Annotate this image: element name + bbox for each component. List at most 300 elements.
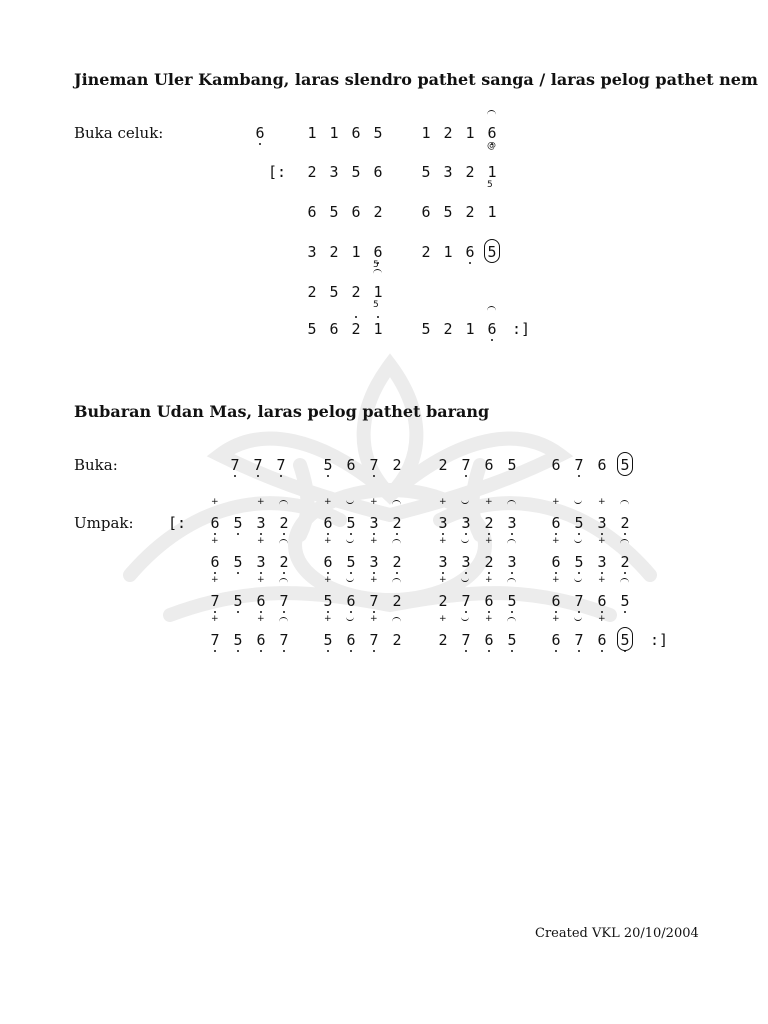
low-octave-dot xyxy=(624,611,626,613)
low-octave-dot xyxy=(260,533,262,535)
note xyxy=(505,553,519,571)
note xyxy=(254,575,268,610)
note-digit: 6 xyxy=(484,631,494,649)
note xyxy=(344,553,358,571)
kempul-mark: + xyxy=(370,536,378,546)
note-digit: 6 xyxy=(210,553,220,571)
note xyxy=(463,124,477,142)
note-digit: 1 xyxy=(307,124,317,142)
note-digit: 5 xyxy=(507,456,517,474)
note-digit: 2 xyxy=(279,514,289,532)
note-digit: 6 xyxy=(551,553,561,571)
note-digit: 2 xyxy=(329,243,339,261)
low-octave-dot xyxy=(465,650,467,652)
note-digit: 2 xyxy=(392,456,402,474)
note xyxy=(505,592,519,610)
kenong-mark xyxy=(487,110,496,117)
buka-celuk-label: Buka celuk: xyxy=(74,124,164,142)
kempul-mark: + xyxy=(598,536,606,546)
note-digit: 2 xyxy=(620,553,630,571)
kenong-cup-mark xyxy=(346,615,354,621)
note-digit: 5 xyxy=(307,320,317,338)
note-digit: 6 xyxy=(346,592,356,610)
note xyxy=(277,631,291,649)
note xyxy=(463,243,477,261)
low-octave-dot xyxy=(237,611,239,613)
note xyxy=(441,124,455,142)
note xyxy=(485,163,499,190)
note xyxy=(459,592,473,610)
kempul-mark: + xyxy=(370,497,378,507)
note-digit: 3 xyxy=(329,163,339,181)
note-digit: 6 xyxy=(487,320,497,338)
kenong-cup-mark xyxy=(461,576,469,582)
note xyxy=(349,163,363,181)
kenong-mark xyxy=(373,269,382,276)
note xyxy=(321,456,335,474)
low-octave-dot xyxy=(488,572,490,574)
note xyxy=(390,631,404,649)
note xyxy=(572,592,586,610)
note-digit: 7 xyxy=(276,456,286,474)
note-digit: 5 xyxy=(620,592,630,610)
note-digit: 6 xyxy=(323,514,333,532)
low-octave-dot xyxy=(214,533,216,535)
kenong-mark xyxy=(620,539,629,546)
note xyxy=(208,575,222,610)
note-digit: 7 xyxy=(279,592,289,610)
note-digit: 5 xyxy=(421,163,431,181)
note-digit: 6 xyxy=(323,553,333,571)
note xyxy=(277,514,291,532)
low-octave-dot xyxy=(214,611,216,613)
note xyxy=(419,124,433,142)
note xyxy=(228,456,242,474)
note xyxy=(463,320,477,338)
note xyxy=(390,456,404,474)
low-octave-dot xyxy=(601,572,603,574)
low-octave-dot xyxy=(214,572,216,574)
note-digit: 7 xyxy=(253,456,263,474)
note xyxy=(572,631,586,649)
note-digit: 6 xyxy=(551,456,561,474)
note xyxy=(277,553,291,571)
note-digit: 6 xyxy=(484,592,494,610)
note-digit: 1 xyxy=(443,243,453,261)
note xyxy=(371,283,385,310)
note-digit: 3 xyxy=(461,553,471,571)
note-digit: 2 xyxy=(421,243,431,261)
note-digit: 6 xyxy=(346,456,356,474)
kenong-cup-mark xyxy=(461,498,469,504)
note xyxy=(327,243,341,261)
note-digit: 2 xyxy=(465,163,475,181)
note-digit: 7 xyxy=(461,592,471,610)
note xyxy=(459,456,473,474)
note xyxy=(485,203,499,221)
note-digit: 2 xyxy=(443,320,453,338)
note xyxy=(208,536,222,571)
note xyxy=(327,203,341,221)
low-octave-dot xyxy=(469,262,471,264)
note xyxy=(482,536,496,571)
low-octave-dot xyxy=(373,533,375,535)
low-octave-dot xyxy=(260,650,262,652)
note xyxy=(371,320,385,338)
note-digit: 2 xyxy=(484,553,494,571)
kempul-mark: + xyxy=(370,614,378,624)
note xyxy=(419,163,433,181)
kempul-mark: + xyxy=(370,575,378,585)
note-digit: 6 xyxy=(421,203,431,221)
note-digit: 5 xyxy=(329,283,339,301)
note-digit: 7 xyxy=(369,456,379,474)
kenong-mark xyxy=(620,500,629,507)
note-digit: 6 xyxy=(487,124,497,142)
note xyxy=(305,320,319,338)
kempul-mark: + xyxy=(257,536,265,546)
note-digit: 6 xyxy=(373,163,383,181)
note xyxy=(254,497,268,532)
note xyxy=(349,243,363,261)
low-octave-dot xyxy=(511,650,513,652)
note xyxy=(208,497,222,532)
low-octave-dot xyxy=(237,533,239,535)
low-octave-dot xyxy=(283,650,285,652)
note-digit: 5 xyxy=(351,163,361,181)
note-digit: 1 xyxy=(351,243,361,261)
kempul-mark: + xyxy=(257,614,265,624)
low-octave-dot xyxy=(465,572,467,574)
note xyxy=(327,124,341,142)
note-digit: 1 xyxy=(373,320,383,338)
low-octave-dot xyxy=(283,611,285,613)
note-digit: 2 xyxy=(351,320,361,338)
low-octave-dot xyxy=(488,650,490,652)
low-octave-dot xyxy=(327,572,329,574)
note-digit: 2 xyxy=(392,514,402,532)
low-octave-dot xyxy=(578,650,580,652)
note xyxy=(441,203,455,221)
low-octave-dot xyxy=(373,611,375,613)
note-digit: 7 xyxy=(369,592,379,610)
created-footer: Created VKL 20/10/2004 xyxy=(535,926,699,941)
repeat-open: [: xyxy=(268,163,287,181)
low-octave-dot xyxy=(465,533,467,535)
note-digit: 5 xyxy=(323,631,333,649)
low-octave-dot xyxy=(511,611,513,613)
kempul-mark: + xyxy=(211,575,219,585)
kempul-mark: + xyxy=(211,497,219,507)
note-digit: 5 xyxy=(233,514,243,532)
note xyxy=(549,536,563,571)
kenong-mark xyxy=(279,500,288,507)
note-digit: 3 xyxy=(597,553,607,571)
note-digit: 5 xyxy=(487,243,497,261)
repeat-open: [: xyxy=(168,514,187,532)
note-digit: 3 xyxy=(369,553,379,571)
kenong-mark xyxy=(279,539,288,546)
note xyxy=(549,456,563,474)
note xyxy=(463,163,477,181)
kenong-mark xyxy=(279,578,288,585)
note-digit: 2 xyxy=(620,514,630,532)
note xyxy=(321,536,335,571)
note-digit: 6 xyxy=(329,320,339,338)
note-digit: 6 xyxy=(597,631,607,649)
gong-circle xyxy=(617,452,633,476)
low-octave-dot xyxy=(234,475,236,477)
note-digit: 5 xyxy=(574,553,584,571)
note xyxy=(367,575,381,610)
note-digit: 5 xyxy=(507,631,517,649)
note-digit: 6 xyxy=(351,124,361,142)
note xyxy=(595,456,609,474)
low-octave-dot xyxy=(327,533,329,535)
kenong-mark xyxy=(507,617,516,624)
note-digit: 6 xyxy=(551,631,561,649)
note-digit: 2 xyxy=(392,553,402,571)
note-digit: 6 xyxy=(465,243,475,261)
note xyxy=(618,456,632,474)
note-digit: 1 xyxy=(465,320,475,338)
kenong-mark xyxy=(487,306,496,313)
note-digit: 2 xyxy=(307,163,317,181)
low-octave-dot xyxy=(488,533,490,535)
note-digit: 3 xyxy=(461,514,471,532)
note-digit: 7 xyxy=(574,631,584,649)
kenong-mark xyxy=(507,539,516,546)
kenong-cup-mark xyxy=(461,615,469,621)
low-octave-dot xyxy=(237,572,239,574)
note-digit: 2 xyxy=(465,203,475,221)
note xyxy=(274,456,288,474)
note-digit: 7 xyxy=(574,592,584,610)
note xyxy=(441,163,455,181)
low-octave-dot xyxy=(350,533,352,535)
note-digit: 5 xyxy=(507,592,517,610)
note-digit: 6 xyxy=(307,203,317,221)
kempul-mark: + xyxy=(439,575,447,585)
note xyxy=(371,203,385,221)
note xyxy=(344,631,358,649)
low-octave-dot xyxy=(327,475,329,477)
low-octave-dot xyxy=(578,611,580,613)
note-digit: 5 xyxy=(620,456,630,474)
low-octave-dot xyxy=(601,611,603,613)
note xyxy=(254,614,268,649)
kenong-cup-mark xyxy=(574,537,582,543)
note xyxy=(505,514,519,532)
low-octave-dot xyxy=(511,572,513,574)
note-digit: 2 xyxy=(443,124,453,142)
low-octave-dot xyxy=(442,572,444,574)
note-digit: 6 xyxy=(255,124,265,142)
low-octave-dot xyxy=(257,475,259,477)
note xyxy=(231,514,245,532)
note-digit: 6 xyxy=(256,592,266,610)
low-octave-dot xyxy=(465,611,467,613)
note xyxy=(371,243,385,270)
note xyxy=(572,514,586,532)
kenong-mark xyxy=(279,617,288,624)
note-digit: 1 xyxy=(487,163,497,181)
note xyxy=(231,553,245,571)
note-digit: 7 xyxy=(461,631,471,649)
low-octave-dot xyxy=(578,475,580,477)
note-digit: 5 xyxy=(620,631,630,649)
note xyxy=(390,553,404,571)
buka-label: Buka: xyxy=(74,456,118,474)
note-digit: 6 xyxy=(373,243,383,261)
note-digit: 2 xyxy=(351,283,361,301)
note xyxy=(349,320,363,338)
note-digit: 6 xyxy=(346,631,356,649)
note xyxy=(482,614,496,649)
kempul-mark: + xyxy=(324,497,332,507)
kenong-mark xyxy=(392,500,401,507)
note xyxy=(349,124,363,142)
note-digit: 5 xyxy=(574,514,584,532)
note-digit: 5 xyxy=(346,553,356,571)
note xyxy=(367,614,381,649)
note xyxy=(390,514,404,532)
note-digit: 5 xyxy=(233,553,243,571)
note xyxy=(436,575,450,610)
repeat-close: :] xyxy=(650,631,669,649)
note xyxy=(327,163,341,181)
low-octave-dot xyxy=(283,533,285,535)
note-digit: 2 xyxy=(438,456,448,474)
note xyxy=(419,243,433,261)
low-octave-dot xyxy=(396,533,398,535)
low-octave-dot xyxy=(555,533,557,535)
note xyxy=(321,614,335,649)
section-title-bubaran: Bubaran Udan Mas, laras pelog pathet barang xyxy=(74,402,490,421)
note xyxy=(327,283,341,301)
note-digit: 6 xyxy=(597,456,607,474)
low-octave-dot xyxy=(601,533,603,535)
note-digit: 7 xyxy=(574,456,584,474)
note-digit: 3 xyxy=(256,553,266,571)
kenong-mark xyxy=(392,617,401,624)
note-digit: 2 xyxy=(438,631,448,649)
kempul-mark: + xyxy=(324,575,332,585)
note xyxy=(349,203,363,221)
low-octave-dot xyxy=(373,572,375,574)
note-digit: 2 xyxy=(307,283,317,301)
note xyxy=(305,163,319,181)
note xyxy=(618,514,632,532)
note-digit: 1 xyxy=(421,124,431,142)
note xyxy=(436,456,450,474)
low-octave-dot xyxy=(491,339,493,341)
note xyxy=(459,631,473,649)
kenong-mark xyxy=(620,578,629,585)
note xyxy=(485,243,499,261)
note-digit: 5 xyxy=(323,592,333,610)
note xyxy=(305,283,319,301)
note xyxy=(344,592,358,610)
note xyxy=(595,614,609,649)
kempul-mark: + xyxy=(257,575,265,585)
note-digit: 5 xyxy=(233,592,243,610)
kempul-mark: + xyxy=(598,497,606,507)
note xyxy=(349,283,363,301)
note-digit: 2 xyxy=(373,203,383,221)
note-digit: 3 xyxy=(369,514,379,532)
note xyxy=(482,497,496,532)
note xyxy=(305,243,319,261)
note-digit: 6 xyxy=(597,592,607,610)
high-octave-dot xyxy=(355,316,357,318)
note xyxy=(231,592,245,610)
note xyxy=(321,497,335,532)
low-octave-dot xyxy=(237,650,239,652)
gong-circle xyxy=(617,627,633,651)
low-octave-dot xyxy=(260,611,262,613)
note xyxy=(367,456,381,474)
note-digit: 6 xyxy=(210,514,220,532)
kempul-mark: + xyxy=(598,575,606,585)
kempul-mark: + xyxy=(439,536,447,546)
note xyxy=(549,575,563,610)
note-digit: 7 xyxy=(279,631,289,649)
low-octave-dot xyxy=(624,533,626,535)
note xyxy=(305,124,319,142)
low-octave-dot xyxy=(350,611,352,613)
low-octave-dot xyxy=(260,572,262,574)
ornament-mark: 5 xyxy=(373,260,379,270)
kempul-mark: + xyxy=(485,497,493,507)
note-digit: 2 xyxy=(484,514,494,532)
low-octave-dot xyxy=(283,572,285,574)
low-octave-dot xyxy=(327,611,329,613)
note-digit: 5 xyxy=(421,320,431,338)
kempul-mark: + xyxy=(485,536,493,546)
note xyxy=(549,614,563,649)
note-digit: 1 xyxy=(373,283,383,301)
note-digit: 3 xyxy=(256,514,266,532)
note-digit: 3 xyxy=(438,553,448,571)
note-digit: 3 xyxy=(438,514,448,532)
note-digit: 3 xyxy=(507,553,517,571)
low-octave-dot xyxy=(373,475,375,477)
kempul-mark: + xyxy=(485,575,493,585)
kenong-mark xyxy=(392,578,401,585)
note xyxy=(485,320,499,338)
note xyxy=(505,631,519,649)
note xyxy=(371,163,385,181)
note xyxy=(463,203,477,221)
high-octave-dot xyxy=(377,316,379,318)
low-octave-dot xyxy=(350,572,352,574)
note xyxy=(253,124,267,142)
note-digit: 3 xyxy=(443,163,453,181)
low-octave-dot xyxy=(373,650,375,652)
note-digit: 2 xyxy=(438,592,448,610)
kempul-mark: + xyxy=(211,536,219,546)
note xyxy=(595,497,609,532)
note xyxy=(436,536,450,571)
kenong-cup-mark xyxy=(461,537,469,543)
note xyxy=(485,124,499,151)
low-octave-dot xyxy=(555,572,557,574)
section-title-jineman: Jineman Uler Kambang, laras slendro pathet sanga / laras pelog pathet nem xyxy=(74,70,758,89)
note-digit: 2 xyxy=(392,592,402,610)
kempul-mark: + xyxy=(598,614,606,624)
note xyxy=(549,497,563,532)
